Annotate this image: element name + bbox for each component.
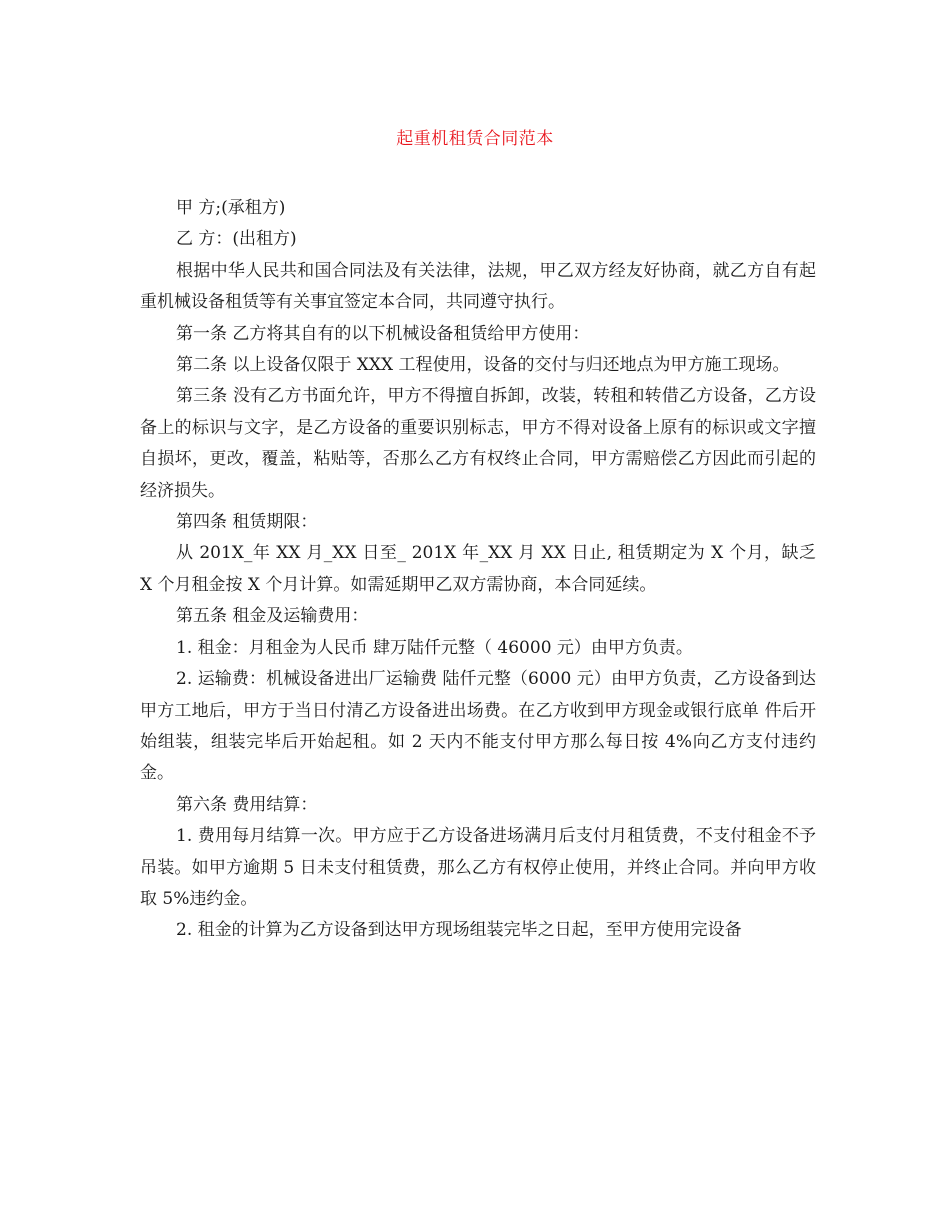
article-4-heading: 第四条 租赁期限： <box>176 512 318 533</box>
article-2: 第二条 以上设备仅限于 XXX 工程使用，设备的交付与归还地点为甲方施工现场。 <box>176 355 790 376</box>
article-1: 第一条 乙方将其自有的以下机械设备租赁给甲方使用： <box>176 323 590 344</box>
document-body <box>140 193 816 947</box>
article-5-item-1: 1. 租金：月租金为人民币 肆万陆仟元整（ 46000 元）由甲方负责。 <box>176 637 693 658</box>
party-b-line: 乙 方：(出租方) <box>176 229 297 250</box>
article-5-item-2: 2. 运输费：机械设备进出厂运输费 陆仟元整（6000 元）由甲方负责，乙方设备到达甲方工地后，甲方于当日付清乙方设备进出场费。在乙方收到甲方现金或银行底单 件后开始组装，组装完毕后开始起租。如 2 天内不能支付甲方那么每日按 4%向乙方支付违约金。 <box>140 669 816 784</box>
article-6-item-1: 1. 费用每月结算一次。甲方应于乙方设备进场满月后支付月租赁费，不支付租金不予吊装。如甲方逾期 5 日未支付租赁费，那么乙方有权停止使用，并终止合同。并向甲方收取 5%违约金。 <box>140 826 816 909</box>
article-6-item-2: 2. 租金的计算为乙方设备到达甲方现场组装完毕之日起，至甲方使用完设备 <box>176 920 742 941</box>
document-title: 起重机租赁合同范本 <box>396 129 554 149</box>
preamble-paragraph: 根据中华人民共和国合同法及有关法律，法规，甲乙双方经友好协商，就乙方自有起重机械设备租赁等有关事宜签定本合同，共同遵守执行。 <box>140 260 816 313</box>
article-4-term: 从 201X_年 XX 月_XX 日至_ 201X 年_XX 月 XX 日止, 租赁期定为 X 个月，缺乏 X 个月租金按 X 个月计算。如需延期甲乙双方需协商，本合同延续。 <box>140 543 816 595</box>
party-a-line: 甲 方;(承租方) <box>176 198 286 218</box>
article-5-heading: 第五条 租金及运输费用： <box>176 606 369 627</box>
article-6-heading: 第六条 费用结算： <box>176 794 318 815</box>
article-3: 第三条 没有乙方书面允许，甲方不得擅自拆卸，改装，转租和转借乙方设备，乙方设备上的标识与文字，是乙方设备的重要识别标志，甲方不得对设备上原有的标识或文字擅自损坏，更改，覆盖，粘贴等，否那么乙方有权终止合同，甲方需赔偿乙方因此而引起的经济损失。 <box>140 386 816 501</box>
